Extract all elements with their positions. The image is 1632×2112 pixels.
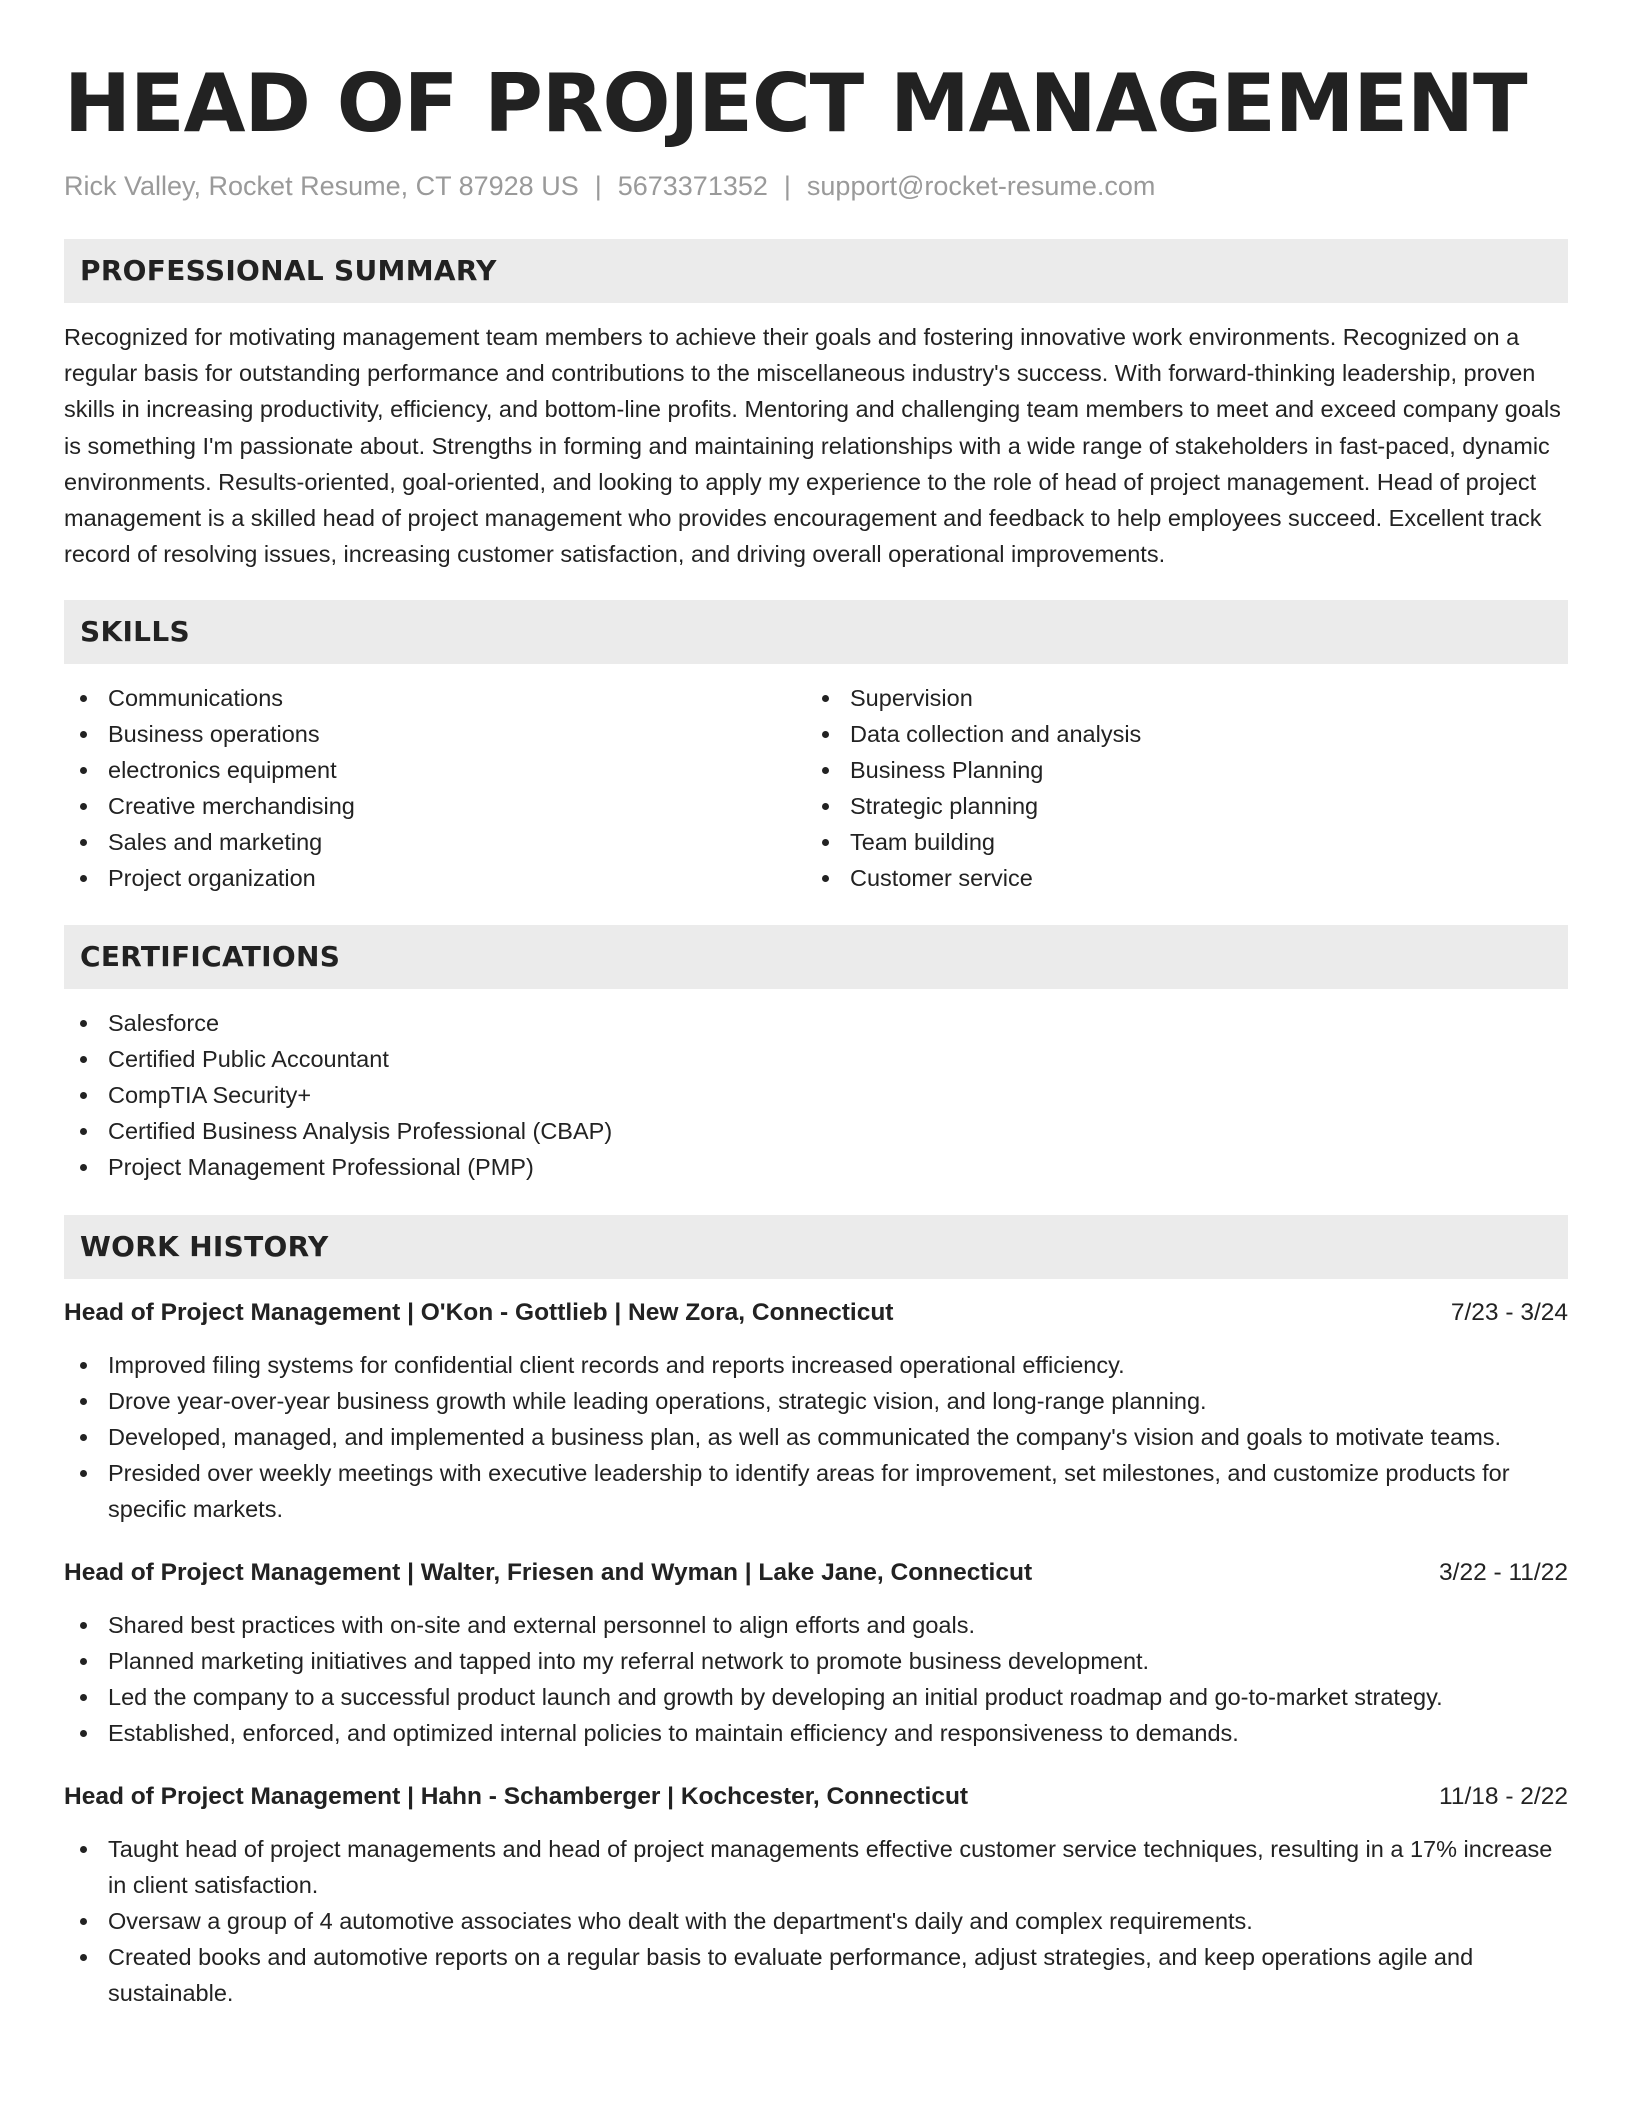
- contact-address: Rick Valley, Rocket Resume, CT 87928 US: [64, 171, 579, 201]
- skill-item: Business Planning: [806, 752, 1548, 788]
- job-entry: [64, 1295, 1568, 1527]
- contact-separator: |: [783, 171, 791, 201]
- job-header: [64, 1555, 1568, 1591]
- job-bullets: [64, 1607, 1568, 1751]
- certification-item: Project Management Professional (PMP): [64, 1149, 1568, 1185]
- section-header-work-history: WORK HISTORY: [64, 1215, 1568, 1279]
- skill-item: Project organization: [64, 860, 806, 896]
- job-title: Head of Project Management | Hahn - Schamberger | Kochcester, Connecticut: [64, 1783, 969, 1811]
- skill-item: Data collection and analysis: [806, 716, 1548, 752]
- skill-item: Business operations: [64, 716, 806, 752]
- skill-item: Team building: [806, 824, 1548, 860]
- certification-item: CompTIA Security+: [64, 1077, 1568, 1113]
- contact-separator: |: [594, 171, 602, 201]
- job-dates: 3/22 - 11/22: [1439, 1559, 1568, 1587]
- skill-item: Supervision: [806, 680, 1548, 716]
- resume-page: [64, 0, 1568, 2011]
- job-entry: [64, 1555, 1568, 1751]
- job-bullet: Created books and automotive reports on a regular basis to evaluate performance, adjust strategies, and keep operations agile and sustainable.: [64, 1939, 1568, 2011]
- contact-email: support@rocket-resume.com: [806, 171, 1156, 201]
- job-bullets: [64, 1831, 1568, 2011]
- job-bullet: Developed, managed, and implemented a business plan, as well as communicated the company's vision and goals to motivate teams.: [64, 1419, 1568, 1455]
- skills-columns: [64, 680, 1568, 896]
- certification-item: Certified Public Accountant: [64, 1041, 1568, 1077]
- skill-item: electronics equipment: [64, 752, 806, 788]
- job-title: Head of Project Management | Walter, Friesen and Wyman | Lake Jane, Connecticut: [64, 1559, 1033, 1587]
- skill-item: Customer service: [806, 860, 1548, 896]
- job-bullet: Shared best practices with on-site and external personnel to align efforts and goals.: [64, 1607, 1568, 1643]
- job-title: Head of Project Management | O'Kon - Gottlieb | New Zora, Connecticut: [64, 1299, 894, 1327]
- job-bullet: Taught head of project managements and head of project managements effective customer service techniques, resulting in a 17% increase in client satisfaction.: [64, 1831, 1568, 1903]
- job-bullet: Presided over weekly meetings with executive leadership to identify areas for improvement, set milestones, and customize products for specific markets.: [64, 1455, 1568, 1527]
- job-header: [64, 1779, 1568, 1815]
- skills-list-left: [64, 680, 806, 896]
- contact-phone: 5673371352: [617, 171, 768, 201]
- skill-item: Strategic planning: [806, 788, 1548, 824]
- job-bullet: Improved filing systems for confidential client records and reports increased operational efficiency.: [64, 1347, 1568, 1383]
- job-bullet: Led the company to a successful product launch and growth by developing an initial product roadmap and go-to-market strategy.: [64, 1679, 1568, 1715]
- certifications-list: [64, 1005, 1568, 1185]
- resume-title: HEAD OF PROJECT MANAGEMENT: [64, 57, 1527, 150]
- skills-list-right: [806, 680, 1548, 896]
- job-dates: 11/18 - 2/22: [1439, 1783, 1568, 1811]
- certification-item: Salesforce: [64, 1005, 1568, 1041]
- certification-item: Certified Business Analysis Professional (CBAP): [64, 1113, 1568, 1149]
- skill-item: Creative merchandising: [64, 788, 806, 824]
- job-bullet: Oversaw a group of 4 automotive associates who dealt with the department's daily and complex requirements.: [64, 1903, 1568, 1939]
- job-bullet: Established, enforced, and optimized internal policies to maintain efficiency and responsiveness to demands.: [64, 1715, 1568, 1751]
- section-header-skills: SKILLS: [64, 600, 1568, 664]
- section-header-certifications: CERTIFICATIONS: [64, 925, 1568, 989]
- summary-text: Recognized for motivating management team members to achieve their goals and fostering innovative work environments. Recognized on a regular basis for outstanding performance and contributions to the miscellaneous industry's success. With forward-thinking leadership, proven skills in increasing productivity, efficiency, and bottom-line profits. Mentoring and challenging team members to meet and exceed company goals is something I'm passionate about. Strengths in forming and maintaining relationships with a wide range of stakeholders in fast-paced, dynamic environments. Results-oriented, goal-oriented, and looking to apply my experience to the role of head of project management. Head of project management is a skilled head of project management who provides encouragement and feedback to help employees succeed. Excellent track record of resolving issues, increasing customer satisfaction, and driving overall operational improvements.: [64, 324, 1561, 568]
- job-bullet: Planned marketing initiatives and tapped into my referral network to promote business development.: [64, 1643, 1568, 1679]
- skill-item: Sales and marketing: [64, 824, 806, 860]
- job-bullet: Drove year-over-year business growth while leading operations, strategic vision, and long-range planning.: [64, 1383, 1568, 1419]
- job-dates: 7/23 - 3/24: [1450, 1299, 1568, 1327]
- job-entry: [64, 1779, 1568, 2011]
- skill-item: Communications: [64, 680, 806, 716]
- section-header-summary: PROFESSIONAL SUMMARY: [64, 239, 1568, 303]
- contact-line: [64, 168, 1568, 204]
- job-header: [64, 1295, 1568, 1331]
- job-bullets: [64, 1347, 1568, 1527]
